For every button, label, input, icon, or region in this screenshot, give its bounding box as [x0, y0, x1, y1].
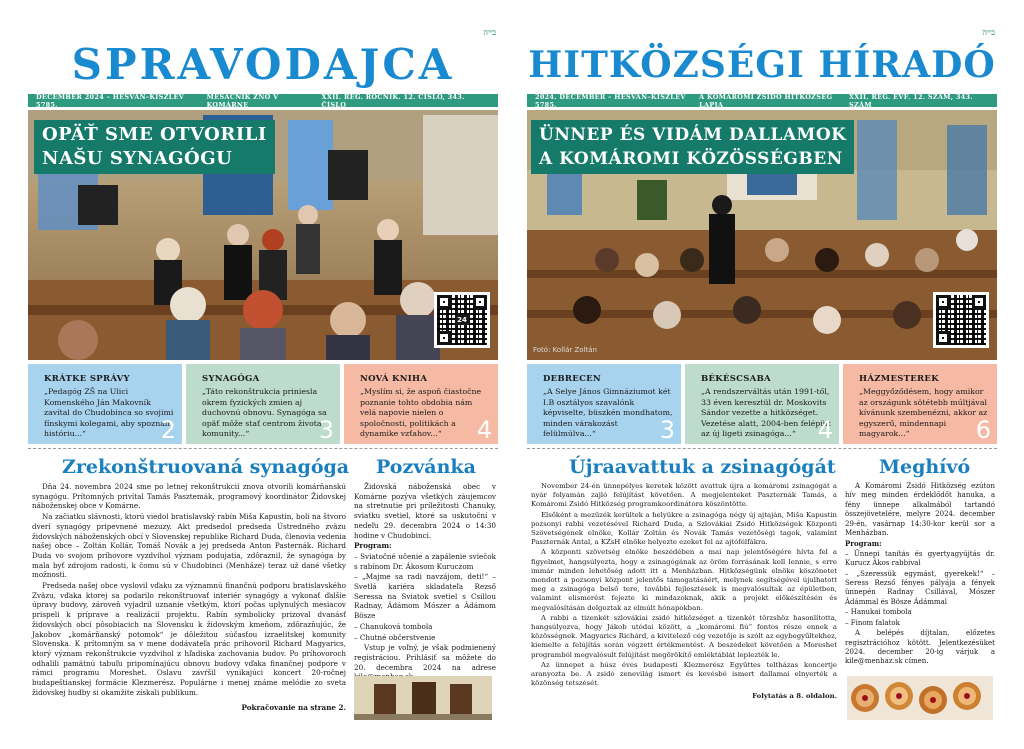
teaser-text: „Myslím si, že aspoň čiastočne poznanie tohto obdobia nám velá napovie nielen o spoločnosti, politikách a dynamike vzťahov...“ [360, 387, 482, 438]
program-item: – Hanukai tombola [845, 608, 912, 617]
continued-note[interactable]: Pokračovanie na strane 2. [241, 703, 346, 713]
teaser-box[interactable] [186, 364, 340, 444]
issue-date: DECEMBER 2024 – HESVÁN–KISZLÉV 5785. [36, 92, 185, 109]
teaser-title: NOVÁ KNIHA [360, 374, 428, 384]
teaser-box[interactable] [344, 364, 498, 444]
hero-headline [34, 120, 275, 174]
invitation-paragraph: Židovská náboženská obec v Komárne pozýva všetkých záujemcov na stretnutie pri príležitosti Chanuky, sviatku svetiel, ktoré sa uskutoční v nedeľu 29. decembra 2024 o 14:30 hodine v Chudobinci. [354, 482, 496, 540]
teaser-text: „Meggyőződésem, hogy amikor az országunk sötétebb múltjával kívánunk szembenézni, akkor az egyszerű, mindennapi magyarok...“ [859, 387, 988, 438]
hebrew-abbrev: בייה [483, 28, 496, 37]
invitation-title: Pozvánka [376, 456, 476, 478]
teaser-page-number: 6 [975, 416, 991, 444]
hero-headline-line1: ÜNNEP ÉS VIDÁM DALLAMOK [539, 125, 847, 145]
hero-headline [531, 120, 854, 174]
continued-note[interactable]: Folytatás a 8. oldalon. [752, 692, 837, 701]
program-item: – „Majme sa radi navzájom, deti!“ – Svetlá kariéra skladateľa Rezső Seressa na Sviatok svetiel s Csillou Radnay, Ádámom Mószer a Ádámom Bösze [354, 572, 496, 621]
hero-headline-line1: OPÄŤ SME OTVORILI [42, 124, 267, 145]
article-paragraph: A rabbi a tizenkét szlovákiai zsidó hitközséget a tizenkét törzshöz hasonlította, hangsúlyozva, hogy Jákob utódai között, a „komáromi fiú“ fontos része ennek a közösségnek. Magyarics Richárd, a kivitelező cég vezetője is szólt az egybegyűltekhez, kiemelte a felújítás során végzett értékmentést. A beszédeket követően a Moreshet programból megvalósult felújítást megörökítő emléktáblát leplezték le. [531, 613, 837, 659]
teaser-page-number: 4 [817, 416, 833, 444]
program-item: – Chanuková tombola [354, 621, 433, 631]
page-spravodajca [28, 8, 498, 741]
program-item: – Finom falatok [845, 618, 900, 627]
program-label: Program: [845, 539, 882, 549]
invitation-paragraph: Vstup je voľný, je však podmienený registráciou. Prihlásiť sa môžete do 20. decembra 2024 na adrese [354, 643, 496, 672]
teaser-page-number: 4 [476, 416, 492, 444]
article-paragraph: Elsőként a mezüzék kerültek a helyükre a zsinagóga négy új ajtaján, Miša Kapustin pozsonyi rabbi vezetésével Richard Duda, a Szlovákiai Zsidó Hitközségek Központi Szövetségének elnöke, Kollár Zoltán és Novák Tamás vezetőségi tagok, valamint Paszternák Antal, a KZsH elnöke helyezte ezeket fel az ajtófélfákra. [531, 510, 837, 547]
teaser-title: HÁZMESTEREK [859, 374, 939, 384]
issue-number: XXII. REG. ÉVF. 12. SZÁM, 343. SZÁM [848, 92, 973, 109]
program-item: – Ünnepi tanítás és gyertyagyújtás dr. Kurucz Ákos rabbival [845, 549, 995, 568]
teaser-title: DEBRECEN [543, 374, 601, 384]
article-paragraph: A központi szövetség elnöke beszédében a mai nap jelentőségére hívta fel a figyelmet, hangsúlyozta, hogy a zsinagógának az öröm forrásának kell lennie, s erre immár minden lehetőség adott itt a Menházban. Hitközségünk elnöke köszönetet mondott a pozsonyi központ jelentős támogatásáért, melynek segítségével újulhatott meg a zsinagóga belső tere, további fejlesztések is megvalósultak az épületben, valamint elismerést fejezte ki mindazoknak, akik a projekt előkészítésén és megvalósításán dolgoztak az elmúlt hónapokban. [531, 548, 837, 612]
issue-number: XXII. REG. ROČNÍK. 12. ČÍSLO, 343. ČÍSLO [321, 92, 465, 109]
section-divider [527, 448, 997, 449]
hero-headline-line2: NAŠU SYNAGÓGU [42, 148, 233, 169]
article-body [531, 482, 837, 703]
teaser-text: „Táto rekonštrukcia priniesla okrem fyzických zmien aj duchovnú obnovu. Synagóga sa opäť môže stať centrom života komunity...“ [202, 387, 327, 438]
teaser-box[interactable] [28, 364, 182, 444]
program-item: – Sviatočné učenie a zapálenie sviečok s rabínom Dr. Ákosom Kuruczom [354, 551, 496, 571]
teaser-boxes [28, 364, 498, 444]
hebrew-abbrev: בייה [982, 28, 995, 37]
issue-subtitle: MESAČNÍK ŽNO V KOMÁRNE [206, 92, 279, 109]
menhaz-building-photo [354, 676, 492, 720]
article-paragraph: Az ünnepet a húsz éves budapesti Klezmerész Együttes teltházas koncertje aranyozta be. A zsidó zenevilág ismert és kevésbé ismert dallamai elnyerték a közönség tetszését. [531, 660, 837, 688]
invitation-title: Meghívó [879, 456, 971, 478]
article-title: Újraavattuk a zsinagógát [569, 456, 836, 478]
issue-strip [28, 94, 498, 107]
teaser-page-number: 2 [160, 416, 176, 444]
program-item: – „Szeressük egymást, gyerekek!“ – Seress Rezső fényes pályája a fények ünnepén Radnay Csillával, Mószer Ádámmal és Bösze Ádámmal [845, 569, 995, 606]
teaser-title: SYNAGÓGA [202, 374, 260, 384]
invitation-body [354, 482, 496, 683]
qr-code[interactable] [933, 292, 989, 348]
program-label: Program: [354, 541, 392, 551]
teaser-page-number: 3 [659, 416, 675, 444]
teaser-text: „Pedagóg ZŠ na Ulici Komenského Ján Makovník zavítal do Chudobinca so svojimi fínskymi kolegami, aby spoznali históriu...“ [44, 387, 174, 438]
section-divider [28, 448, 498, 449]
donuts-photo [847, 676, 993, 720]
teaser-text: „A rendszerváltás után 1991-től, 33 éven keresztül dr. Moskovits Sándor vezette a hitközséget. Vezetése alatt, 2004-ben felépült az új ligeti zsinagóga...“ [701, 387, 831, 438]
invitation-paragraph: A Komáromi Zsidó Hitközség ezúton hív meg minden érdeklődőt hanuka, a fény ünnepe alkalmából tartandó összejövetelére, melyre 2024. december 29-én, vasárnap 14:30-kor kerül sor a Menházban. [845, 482, 995, 538]
issue-strip [527, 94, 997, 107]
teaser-text: „A Selye János Gimnáziumot két I.B osztályos szavalónk képviselte, büszkén mondhatom, minden várakozást felülmúlva...“ [543, 387, 673, 438]
issue-subtitle: A KOMÁROMI ZSIDÓ HITKÖZSÉG LAPJA [699, 92, 833, 109]
teaser-box[interactable] [527, 364, 681, 444]
hero-photo [527, 110, 997, 360]
teaser-title: KRÁTKE SPRÁVY [44, 374, 130, 384]
article-body [32, 482, 346, 714]
invitation-paragraph: A belépés díjtalan, előzetes regisztrációhoz kötött. Jelentkezésüket 2024. december 20-ig várjuk a kile@menhaz.sk címen. [845, 629, 995, 666]
teaser-page-number: 3 [318, 416, 334, 444]
masthead-title: SPRAVODAJCA [71, 40, 455, 89]
invitation-body [845, 482, 995, 668]
teaser-boxes [527, 364, 997, 444]
teaser-title: BÉKÉSCSABA [701, 374, 771, 384]
masthead-title: HITKÖZSÉGI HÍRADÓ [528, 44, 996, 86]
issue-date: 2024. DECEMBER – HESVÁN–KISZLÉV 5785. [535, 92, 686, 109]
article-paragraph: November 24-én ünnepélyes keretek között avattuk újra a komáromi zsinagógát a nyár folyamán zajló felújítást követően. A megjelenteket Paszternák Tamás, a Komáromi Zsidó Hitközség programkoordinátora köszöntötte. [531, 482, 837, 509]
article-paragraph: Na začiatku slávnosti, ktorú viedol bratislavský rabín Miša Kapustin, boli na štvoro dverí synagógy pripevnené mezuzy. Akt predsedol predseda Ústredného zväzu židovských náboženských obcí v Slovenskej republike Richard Duda, členovia vedenia našej obce – Zoltán Kollár, Tomáš Novák a jej predseda Anton Pasternák. Richard Duda vo svojom príhovore vyzdvihol význam podujatia, zdôraznil, že synagóga by mala byť zdrojom radosti, k čomu sú v Chudobinci (Menháze) teraz už dané všetky možnosti. [32, 512, 346, 580]
article-paragraph: Dňa 24. novembra 2024 sme po letnej rekonštrukcii znova otvorili komárňanskú synagógu. Prítomných privítal Tamás Pasztemák, programový koordinátor Židovskej náboženskej obce v Komárne. [32, 482, 346, 511]
article-paragraph: Predseda našej obce vyslovil vďaku za významnú finančnú podporu bratislavského Zväzu, vďaka ktorej sa podarilo rekonštruovať interiér synagógy a vykonať ďalšie úpravy budovy, zároveň vyjadril uznanie všetkým, ktorí počas uplynulých mesiacov prispeli k príprave a realizácii projektu. Rabín symbolicky prizoval dvanásť židovských obcí pôsobiacich na Slovensku k židovským kmeňom, zdôrazňujúc, že Jakobov „komárňanský potomok“ je dôležitou súčasťou izraelitskej komunity Slovenska. K prítomným sa v mene dodávateľa prác prihovoril Richard Magyarics, ktorý význam rekonštrukcie vyzdvihol z hľadiska zachovania budov. Po príhovoroch odhalili pamätnú tabuľu pripomínajúcu obnovu budovy vďaka finančnej podpore v rámci programu Moreshet. Oslavu zavŕšil vynikajúci koncert 20-ročnej budapeštianskej formácie Klezmerész. Populárne i menej známe melódie zo sveta židovskej hudby si okamžite získali publikum. [32, 581, 346, 697]
qr-code[interactable] [434, 292, 490, 348]
qr-label: 24 [457, 316, 467, 324]
program-item: – Chutné občerstvenie [354, 632, 436, 642]
hero-photo [28, 110, 498, 360]
teaser-box[interactable] [685, 364, 839, 444]
teaser-box[interactable] [843, 364, 997, 444]
photo-credit: Fotó: Kollár Zoltán [533, 346, 597, 354]
page-hitkozsegi-hirado [527, 8, 997, 741]
hero-headline-line2: A KOMÁROMI KÖZÖSSÉGBEN [539, 149, 843, 169]
article-title: Zrekonštruovaná synagóga [62, 456, 350, 478]
